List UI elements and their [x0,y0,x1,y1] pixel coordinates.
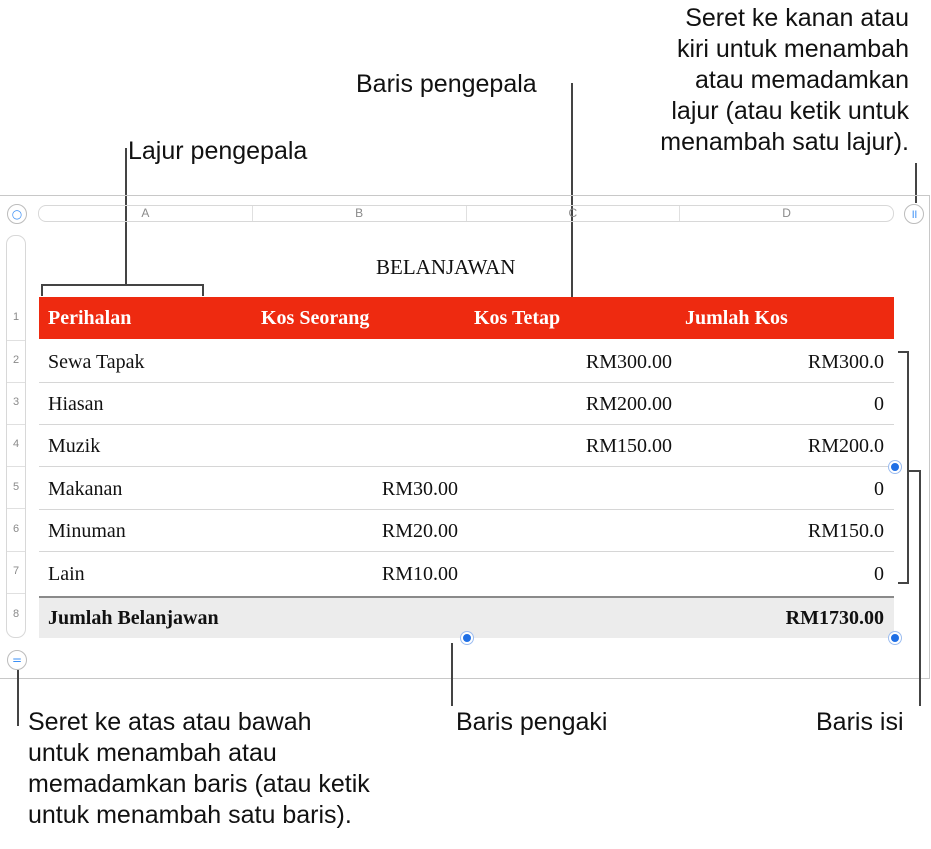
callout-footer-row: Baris pengaki [456,708,608,736]
table-row[interactable] [39,468,894,510]
resize-handle[interactable] [889,632,901,644]
table-cell[interactable]: RM200.0 [807,435,884,457]
add-column-handle[interactable] [904,204,924,224]
resize-handle[interactable] [889,461,901,473]
callout-drag-columns-line: menambah satu lajur). [660,128,909,156]
table-cell[interactable]: RM150.0 [807,520,884,542]
table-cell[interactable] [467,468,672,510]
table-cell[interactable]: 0 [874,393,884,415]
footer-cell[interactable]: RM1730.00 [785,607,884,629]
header-cell[interactable]: Kos Tetap [474,307,561,329]
body-rows-bracket-bottom [898,582,909,584]
callout-drag-rows-line: Seret ke atas atau bawah [28,708,312,736]
header-cell[interactable]: Perihalan [48,307,132,329]
table-cell[interactable] [253,425,458,467]
column-letter[interactable]: C [467,206,681,221]
callout-header-column: Lajur pengepala [128,137,308,165]
row-divider [7,593,25,594]
footer-cell[interactable] [467,598,672,640]
row-number[interactable]: 2 [12,354,20,366]
callout-drag-columns-line: atau memadamkan [694,66,909,94]
callout-drag-rows-line: untuk menambah atau [28,739,277,767]
header-cell[interactable]: Kos Seorang [261,307,370,329]
table-cell[interactable]: RM20.00 [381,520,458,542]
column-letter[interactable]: D [782,206,791,220]
row-number[interactable]: 6 [12,523,20,535]
table-row[interactable] [39,341,894,383]
column-letter[interactable]: B [253,206,467,221]
table-cell[interactable] [253,341,458,383]
table-cell[interactable]: 0 [874,563,884,585]
body-rows-bracket [907,351,909,583]
callout-line-drag-rows [17,670,19,726]
row-divider [7,466,25,467]
row-number[interactable]: 3 [12,396,20,408]
table-cell[interactable] [467,553,672,595]
callout-drag-rows-line: untuk menambah satu baris). [28,801,352,829]
table-cell[interactable] [253,383,458,425]
table-cell[interactable]: Muzik [48,435,101,457]
callout-body-rows: Baris isi [816,708,904,736]
callout-drag-rows [28,707,370,831]
row-divider [7,382,25,383]
table-cell[interactable]: RM30.00 [381,478,458,500]
callout-drag-rows-line: memadamkan baris (atau ketik [28,770,370,798]
resize-handle[interactable] [461,632,473,644]
select-table-button[interactable] [7,204,27,224]
table-cell[interactable]: Sewa Tapak [48,351,145,373]
callout-line-footer-row [451,643,453,706]
table-cell[interactable]: RM150.00 [585,435,672,457]
row-divider [7,551,25,552]
table-cell[interactable]: 0 [874,478,884,500]
row-number[interactable]: 5 [12,481,20,493]
table-cell[interactable]: RM10.00 [381,563,458,585]
row-reference-bar[interactable] [6,235,26,638]
table-row[interactable] [39,553,894,595]
table-row[interactable] [39,510,894,552]
circle-outline-icon: ○ [11,207,23,221]
table-cell[interactable] [467,510,672,552]
column-reference-bar[interactable] [38,205,894,222]
table-title[interactable]: BELANJAWAN [376,255,516,279]
header-cell[interactable]: Jumlah Kos [685,307,788,329]
callout-drag-columns-line: lajur (atau ketik untuk [671,97,909,125]
callout-drag-columns-line: kiri untuk menambah [676,35,909,63]
callout-header-row: Baris pengepala [356,70,537,98]
pause-bars-icon: ॥ [910,207,918,221]
equals-bars-icon: = [11,653,23,667]
table-cell[interactable]: RM200.00 [585,393,672,415]
add-row-handle[interactable] [7,650,27,670]
table-cell[interactable]: RM300.0 [807,351,884,373]
table-cell[interactable]: Minuman [48,520,126,542]
row-number[interactable]: 1 [12,311,20,323]
table-row[interactable] [39,383,894,425]
callout-drag-columns [660,3,909,158]
row-number[interactable]: 4 [12,438,20,450]
callout-line-body-rows [919,470,921,706]
row-divider [7,508,25,509]
callout-drag-columns-line: Seret ke kanan atau [685,4,909,32]
column-letter[interactable]: A [39,206,253,221]
footer-cell[interactable]: Jumlah Belanjawan [48,607,219,629]
table-cell[interactable]: RM300.00 [585,351,672,373]
table-cell[interactable]: Hiasan [48,393,104,415]
footer-cell[interactable] [253,598,458,640]
row-divider [7,340,25,341]
header-row[interactable] [39,297,894,339]
table-cell[interactable]: Makanan [48,478,123,500]
row-number[interactable]: 8 [12,608,20,620]
table-row[interactable] [39,425,894,467]
table-cell[interactable]: Lain [48,563,85,585]
row-number[interactable]: 7 [12,565,20,577]
row-divider [7,424,25,425]
